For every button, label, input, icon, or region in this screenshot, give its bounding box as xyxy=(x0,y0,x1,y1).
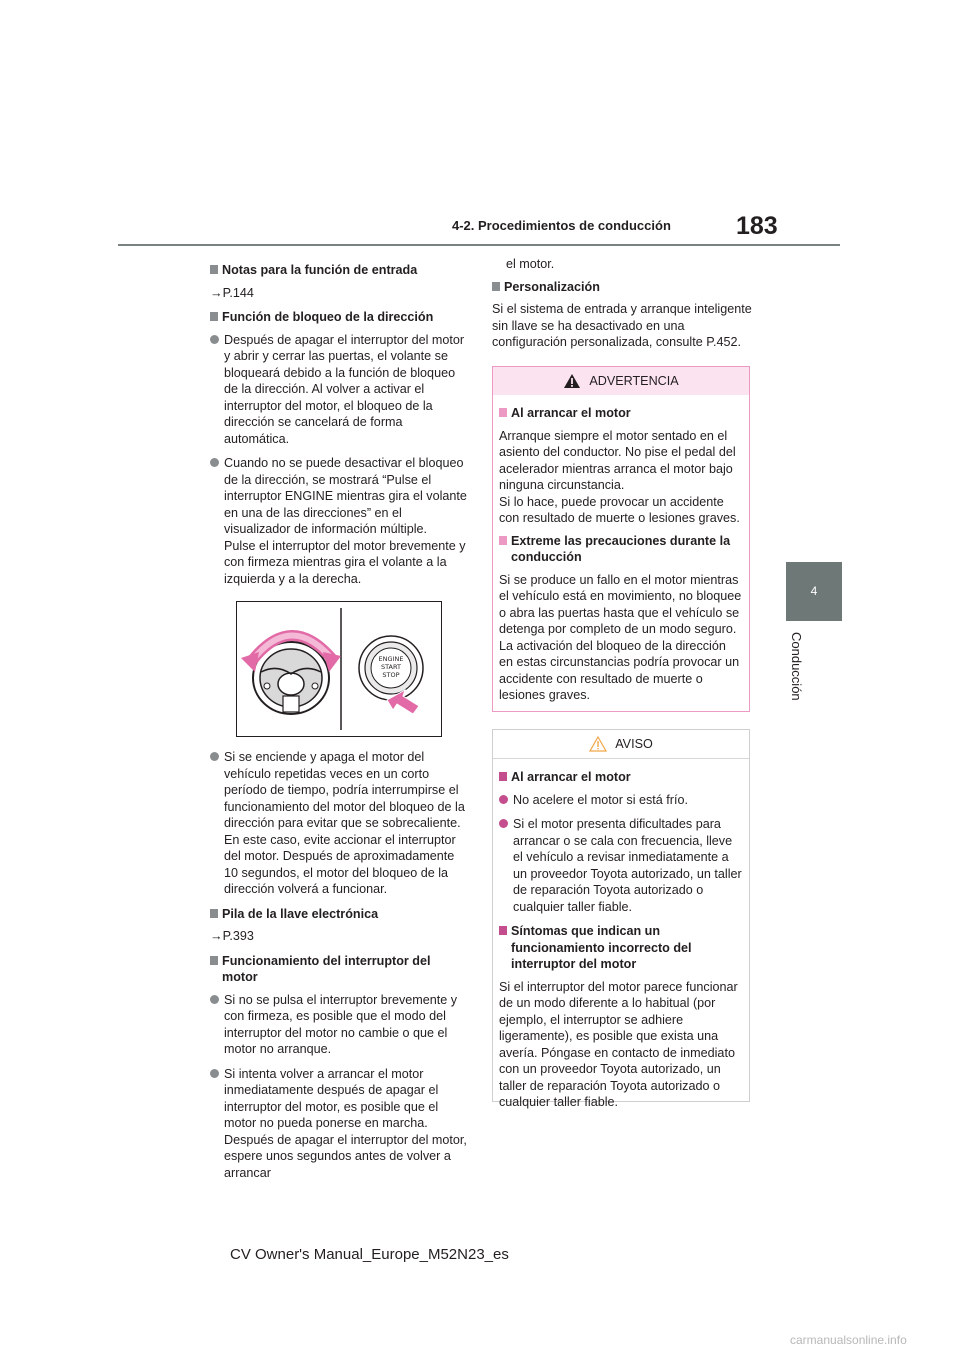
heading-starting-engine: Al arrancar el motor xyxy=(499,769,743,786)
warning-body xyxy=(493,395,749,704)
warning-triangle-icon xyxy=(563,373,581,389)
heading-entry-notes: Notas para la función de entrada xyxy=(210,262,468,279)
page-number: 183 xyxy=(736,212,778,240)
button-label-line: START xyxy=(380,663,402,671)
warning-title: ADVERTENCIA xyxy=(589,373,679,388)
page-reference[interactable]: →P.393 xyxy=(210,929,254,943)
bullet-item: No acelere el motor si está frío. xyxy=(499,792,743,809)
bullet-text: Pulse el interruptor del motor brevemente y con firmeza mientras gira el volante a la izquierda y a la derecha. xyxy=(224,538,466,586)
page-reference[interactable]: →P.144 xyxy=(210,285,254,300)
bullet-text: Cuando no se puede desactivar el bloqueo de la dirección, se mostrará “Pulse el interruptor ENGINE mientras gira el volante en una de las direcciones” en el visualizador de información múltiple. xyxy=(224,456,467,536)
paragraph: Si el sistema de entrada y arranque inteligente sin llave se ha desactivado en una configuración personalizada, consulte P.452. xyxy=(492,302,752,349)
heading-starting-engine: Al arrancar el motor xyxy=(499,405,743,422)
warning-header xyxy=(493,367,749,395)
heading-malfunction-symptoms: Síntomas que indican un funcionamiento incorrecto del interruptor del motor xyxy=(499,923,743,973)
paragraph-line: Si lo hace, puede provocar un accidente con resultado de muerte o lesiones graves. xyxy=(499,494,740,525)
notice-header xyxy=(493,730,749,759)
continued-text: el motor. xyxy=(506,257,555,271)
left-column xyxy=(210,256,468,1189)
engine-start-button-icon xyxy=(359,636,423,700)
bullet-item: Si intenta volver a arrancar el motor inmediatamente después de apagar el interruptor del motor, es posible que el motor no pueda ponerse en marcha. Después de apagar el interruptor del motor, espere unos segundos antes de volver a arrancar xyxy=(210,1066,468,1182)
notice-title: AVISO xyxy=(615,736,653,751)
notice-box xyxy=(492,729,750,1109)
heading-switch-operation: Funcionamiento del interruptor del motor xyxy=(210,953,468,986)
paragraph: Si el interruptor del motor parece funcionar de un modo diferente a lo habitual (por ejemplo, el interruptor se adhiere ligeramente), es posible que exista una avería. Póngase en contacto de inmediato con un proveedor Toyota autorizado, un taller de reparación Toyota autorizado o cualquier taller fiable. xyxy=(499,979,738,1109)
steering-wheel-figure xyxy=(237,602,441,736)
steering-illustration xyxy=(236,601,442,737)
heading-steering-lock: Función de bloqueo de la dirección xyxy=(210,309,468,326)
paragraph: Si se produce un fallo en el motor mientras el vehículo está en movimiento, no bloquee o abra las puertas hasta que el vehículo se detenga por completo de un modo seguro. La activación del bloqueo de la dirección en estas circunstancias podría provocar un accidente con resultado de muerte o lesiones graves. xyxy=(499,572,742,702)
paragraph xyxy=(499,428,743,527)
chapter-label: Conducción xyxy=(789,632,804,701)
paragraph-line: Arranque siempre el motor sentado en el asiento del conductor. No pise el pedal del acelerador mientras arranca el motor bajo ninguna circunstancia. xyxy=(499,428,736,492)
chapter-tab[interactable]: 4 xyxy=(786,562,842,621)
heading-key-battery: Pila de la llave electrónica xyxy=(210,906,468,923)
bullet-item: Si el motor presenta dificultades para arrancar o se cala con frecuencia, lleve el vehículo a revisar inmediatamente a un proveedor Toyota autorizado, un taller de reparación Toyota autorizado o cualquier taller fiable. xyxy=(499,816,743,915)
right-column xyxy=(492,256,754,357)
section-title: 4-2. Procedimientos de conducción xyxy=(452,218,671,233)
bullet-item: Después de apagar el interruptor del motor y abrir y cerrar las puertas, el volante se bloqueará debido a la función de bloqueo de la dirección. Al volver a activar el interruptor del motor, el bloqueo de la dirección se cancelará de forma automática. xyxy=(210,332,468,448)
watermark: carmanualsonline.info xyxy=(790,1333,907,1347)
button-label-line: STOP xyxy=(382,671,400,679)
bullet-item xyxy=(210,455,468,587)
warning-box xyxy=(492,366,750,712)
heading-caution-driving: Extreme las precauciones durante la conducción xyxy=(499,533,743,566)
header-rule xyxy=(118,244,840,246)
bullet-item: Si no se pulsa el interruptor brevemente y con firmeza, es posible que el modo del interruptor del motor no cambie o que el motor no arranque. xyxy=(210,992,468,1058)
button-label-line: ENGINE xyxy=(378,655,404,663)
caution-triangle-icon xyxy=(589,736,607,752)
footer-manual-name: CV Owner's Manual_Europe_M52N23_es xyxy=(230,1246,509,1263)
notice-body xyxy=(493,759,749,1111)
heading-customization: Personalización xyxy=(492,279,754,296)
bullet-item: Si se enciende y apaga el motor del vehículo repetidas veces en un corto período de tiempo, podría interrumpirse el funcionamiento del motor del bloqueo de la dirección para evitar que se sobrecaliente. En este caso, evite accionar el interruptor del motor. Después de aproximadamente 10 segundos, el motor del bloqueo de la dirección volverá a funcionar. xyxy=(210,749,468,898)
